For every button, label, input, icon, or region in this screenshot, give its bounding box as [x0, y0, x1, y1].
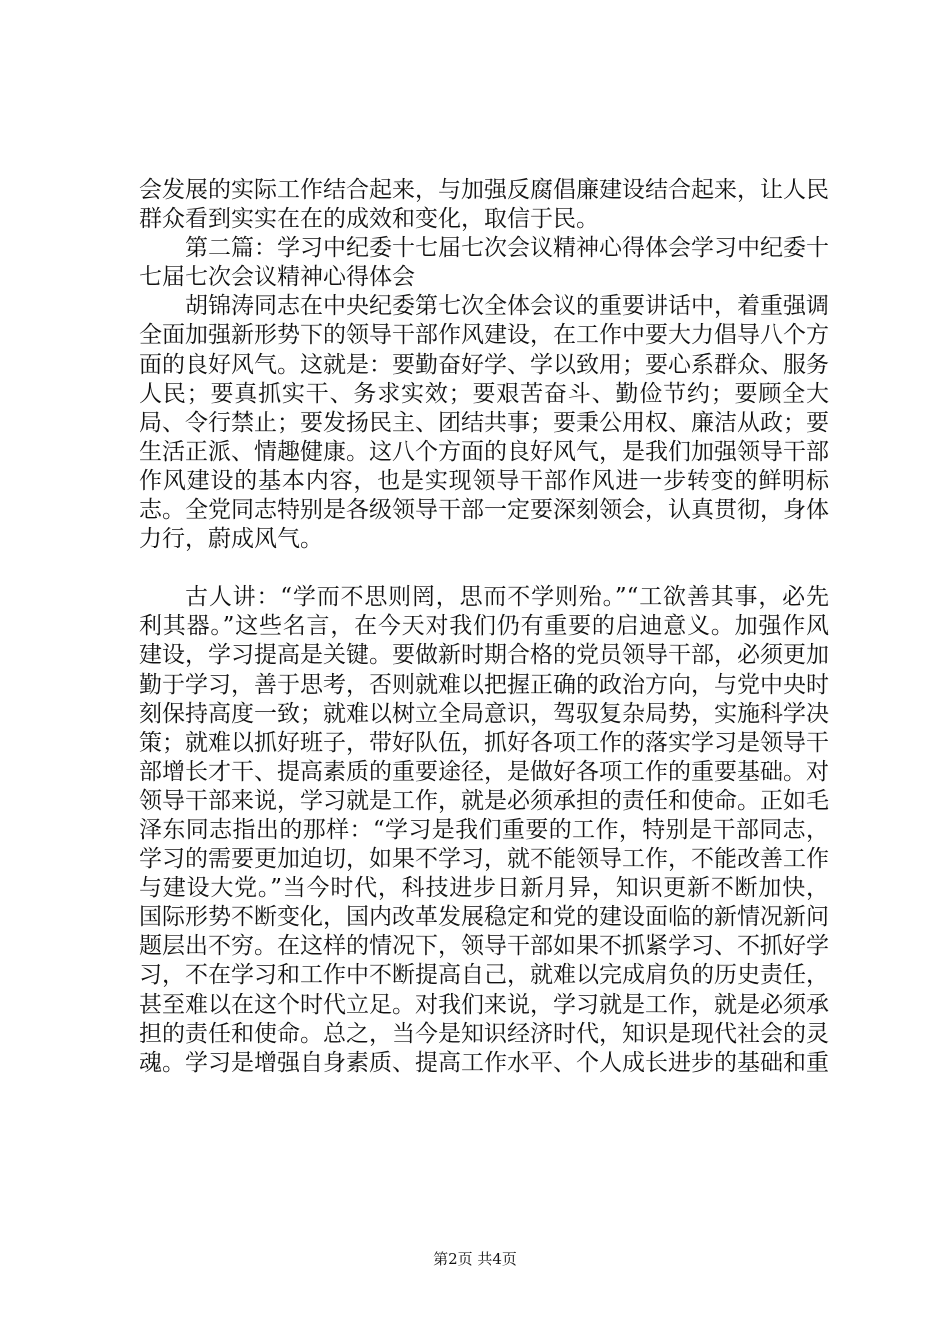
page-number-footer: 第2页 共4页	[433, 1250, 517, 1268]
paragraph-eight-ethos: 胡锦涛同志在中央纪委第七次全体会议的重要讲话中，着重强调全面加强新形势下的领导干部作风建设，在工作中要大力倡导八个方面的良好风气。这就是：要勤奋好学、学以致用；要心系群众、服务人民；要真抓实干、务求实效；要艰苦奋斗、勤俭节约；要顾全大局、令行禁止；要发扬民主、团结共事；要秉公用权、廉洁从政；要生活正派、情趣健康。这八个方面的良好风气，是我们加强领导干部作风建设的基本内容，也是实现领导干部作风进一步转变的鲜明标志。全党同志特别是各级领导干部一定要深刻领会，认真贯彻，身体力行，蔚成风气。	[139, 293, 829, 553]
paragraph-continuation: 会发展的实际工作结合起来，与加强反腐倡廉建设结合起来，让人民群众看到实实在在的成效和变化，取信于民。	[139, 177, 829, 233]
paragraph-spacer	[139, 554, 829, 583]
paragraph-study-importance: 古人讲：“学而不思则罔，思而不学则殆。”“工欲善其事，必先利其器。”这些名言，在今天对我们仍有重要的启迪意义。加强作风建设，学习提高是关键。要做新时期合格的党员领导干部，必须更加勤于学习，善于思考，否则就难以把握正确的政治方向，与党中央时刻保持高度一致；就难以树立全局意识，驾驭复杂局势，实施科学决策；就难以抓好班子，带好队伍，抓好各项工作的落实学习是领导干部增长才干、提高素质的重要途径，是做好各项工作的重要基础。对领导干部来说，学习就是工作，就是必须承担的责任和使命。正如毛泽东同志指出的那样：“学习是我们重要的工作，特别是干部同志，学习的需要更加迫切，如果不学习，就不能领导工作，不能改善工作与建设大党。”当今时代，科技进步日新月异，知识更新不断加快，国际形势不断变化，国内改革发展稳定和党的建设面临的新情况新问题层出不穷。在这样的情况下，领导干部如果不抓紧学习、不抓好学习，不在学习和工作中不断提高自己，就难以完成肩负的历史责任，甚至难以在这个时代立足。对我们来说，学习就是工作，就是必须承担的责任和使命。总之，当今是知识经济时代，知识是现代社会的灵魂。学习是增强自身素质、提高工作水平、个人成长进步的基础和重	[139, 584, 829, 1076]
document-body	[139, 176, 829, 1078]
paragraph-section-title: 第二篇：学习中纪委十七届七次会议精神心得体会学习中纪委十七届七次会议精神心得体会	[139, 235, 829, 291]
